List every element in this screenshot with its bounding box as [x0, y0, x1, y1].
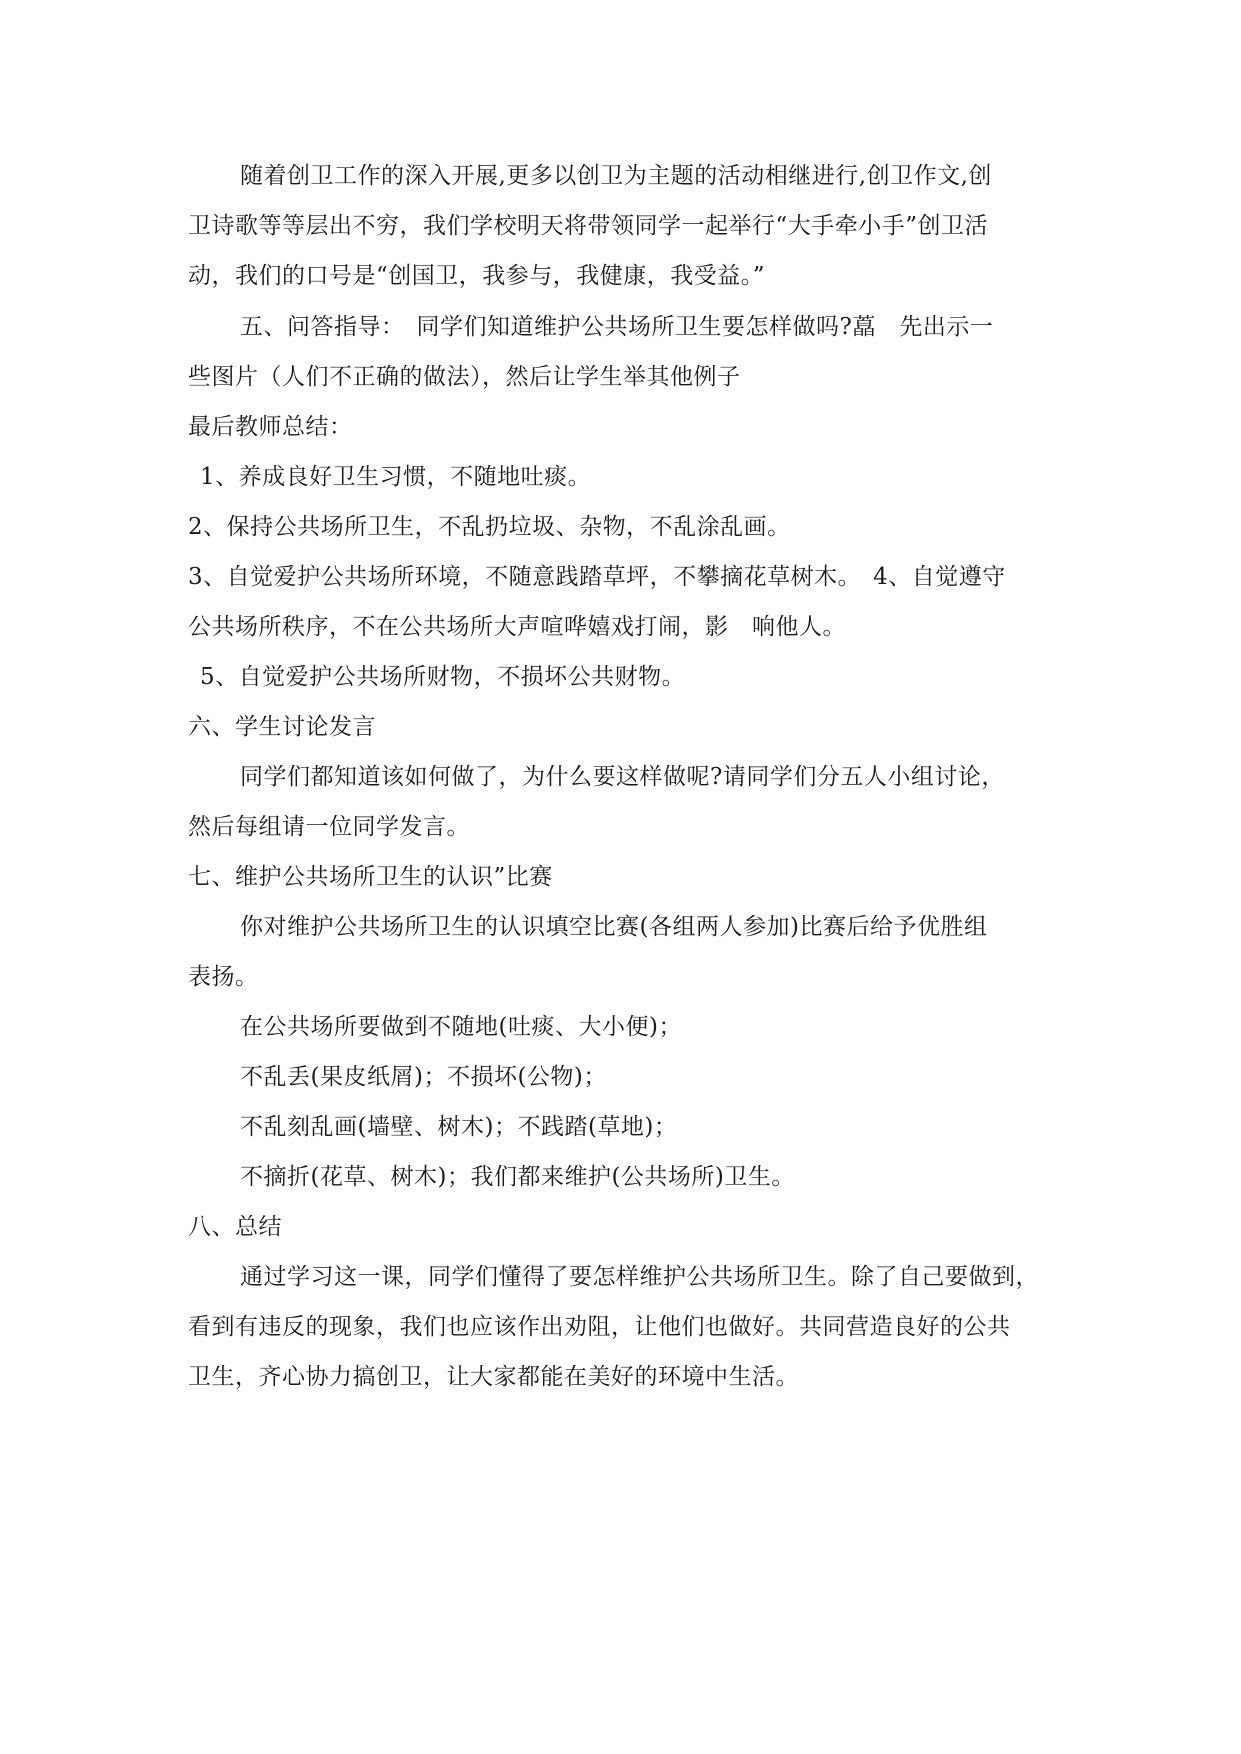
section-five-heading: 五、问答指导： 同学们知道维护公共场所卫生要怎样做吗?藠 先出示一	[240, 314, 994, 340]
conclusion-line-2: 看到有违反的现象，我们也应该作出劝阻，让他们也做好。共同营造良好的公共	[188, 1314, 1011, 1340]
section-six-line-2: 然后每组请一位同学发言。	[188, 814, 470, 840]
summary-item-3-4: 3、自觉爱护公共场所环境，不随意践踏草坪，不攀摘花草树木。 4、自觉遵守	[188, 564, 1006, 590]
paragraph-intro-line-1: 随着创卫工作的深入开展,更多以创卫为主题的活动相继进行,创卫作文,创	[240, 163, 992, 189]
paragraph-intro-line-3: 动，我们的口号是“创国卫，我参与，我健康，我受益。”	[188, 263, 766, 289]
summary-item-4-cont: 公共场所秩序，不在公共场所大声喧哗嬉戏打闹，影 响他人。	[188, 614, 846, 640]
section-six-heading: 六、学生讨论发言	[188, 714, 376, 740]
section-seven-line-2: 表扬。	[188, 964, 259, 990]
summary-item-5: 5、自觉爱护公共场所财物，不损坏公共财物。	[200, 664, 686, 690]
summary-item-2: 2、保持公共场所卫生，不乱扔垃圾、杂物，不乱涂乱画。	[188, 514, 791, 540]
section-seven-line-1: 你对维护公共场所卫生的认识填空比赛(各组两人参加)比赛后给予优胜组	[240, 914, 988, 940]
fill-in-item-3: 不乱刻乱画(墙壁、树木)；不践踏(草地)；	[240, 1114, 678, 1140]
conclusion-line-1: 通过学习这一课，同学们懂得了要怎样维护公共场所卫生。除了自己要做到，	[240, 1264, 1039, 1290]
section-five-line-2: 些图片（人们不正确的做法），然后让学生举其他例子	[188, 364, 741, 390]
section-six-line-1: 同学们都知道该如何做了，为什么要这样做呢?请同学们分五人小组讨论，	[240, 764, 1005, 790]
paragraph-intro-line-2: 卫诗歌等等层出不穷，我们学校明天将带领同学一起举行“大手牵小手”创卫活	[188, 213, 989, 239]
fill-in-item-4: 不摘折(花草、树木)；我们都来维护(公共场所)卫生。	[240, 1164, 795, 1190]
section-eight-heading: 八、总结	[188, 1214, 282, 1240]
teacher-summary-label: 最后教师总结：	[188, 414, 353, 440]
fill-in-item-1: 在公共场所要做到不随地(吐痰、大小便)；	[240, 1014, 682, 1040]
fill-in-item-2: 不乱丢(果皮纸屑)；不损坏(公物)；	[240, 1064, 607, 1090]
section-seven-heading: 七、维护公共场所卫生的认识”比赛	[188, 864, 553, 890]
summary-item-1: 1、养成良好卫生习惯，不随地吐痰。	[200, 464, 592, 490]
conclusion-line-3: 卫生，齐心协力搞创卫，让大家都能在美好的环境中生活。	[188, 1364, 799, 1390]
